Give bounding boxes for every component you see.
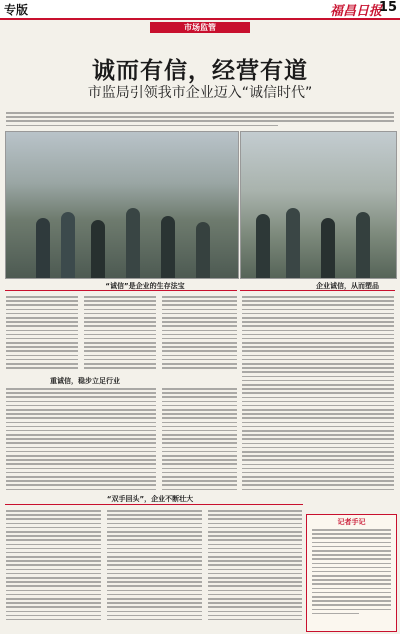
column-heading-2: 企业诚信，从而塑品 [316, 282, 379, 290]
divider [5, 504, 303, 505]
page-number: 15 [378, 0, 397, 15]
photo-meeting-icon [5, 131, 239, 279]
body-column-7 [6, 510, 101, 623]
column-heading-1: “诚信”是企业的生存法宝 [105, 282, 185, 290]
body-column-1 [6, 296, 78, 371]
edition-tag: 专版 [4, 3, 29, 17]
reporter-notes-title: 记者手记 [337, 518, 366, 526]
body-column-8 [107, 510, 202, 623]
photo-group-icon [240, 131, 397, 279]
column-heading-3: 重诚信，稳步立足行业 [50, 377, 120, 385]
masthead: 福昌日报 [329, 4, 382, 19]
body-column-2 [84, 296, 156, 371]
reporter-notes-text [312, 529, 391, 617]
body-column-6 [162, 388, 237, 493]
subheadline: 市监局引领我市企业迈入“诚信时代” [87, 85, 313, 101]
divider [5, 290, 237, 291]
body-column-3 [162, 296, 237, 371]
headline: 诚而有信，经营有道 [92, 57, 308, 84]
body-column-9 [208, 510, 302, 623]
body-column-5 [6, 388, 156, 493]
body-column-4 [242, 296, 394, 493]
section-label: 市场监管 [150, 22, 250, 33]
divider [240, 290, 395, 291]
intro-text [6, 112, 394, 129]
column-heading-4: “双手回头”，企业不断壮大 [106, 495, 194, 503]
reporter-notes-box [306, 514, 397, 632]
top-bar [0, 0, 400, 20]
